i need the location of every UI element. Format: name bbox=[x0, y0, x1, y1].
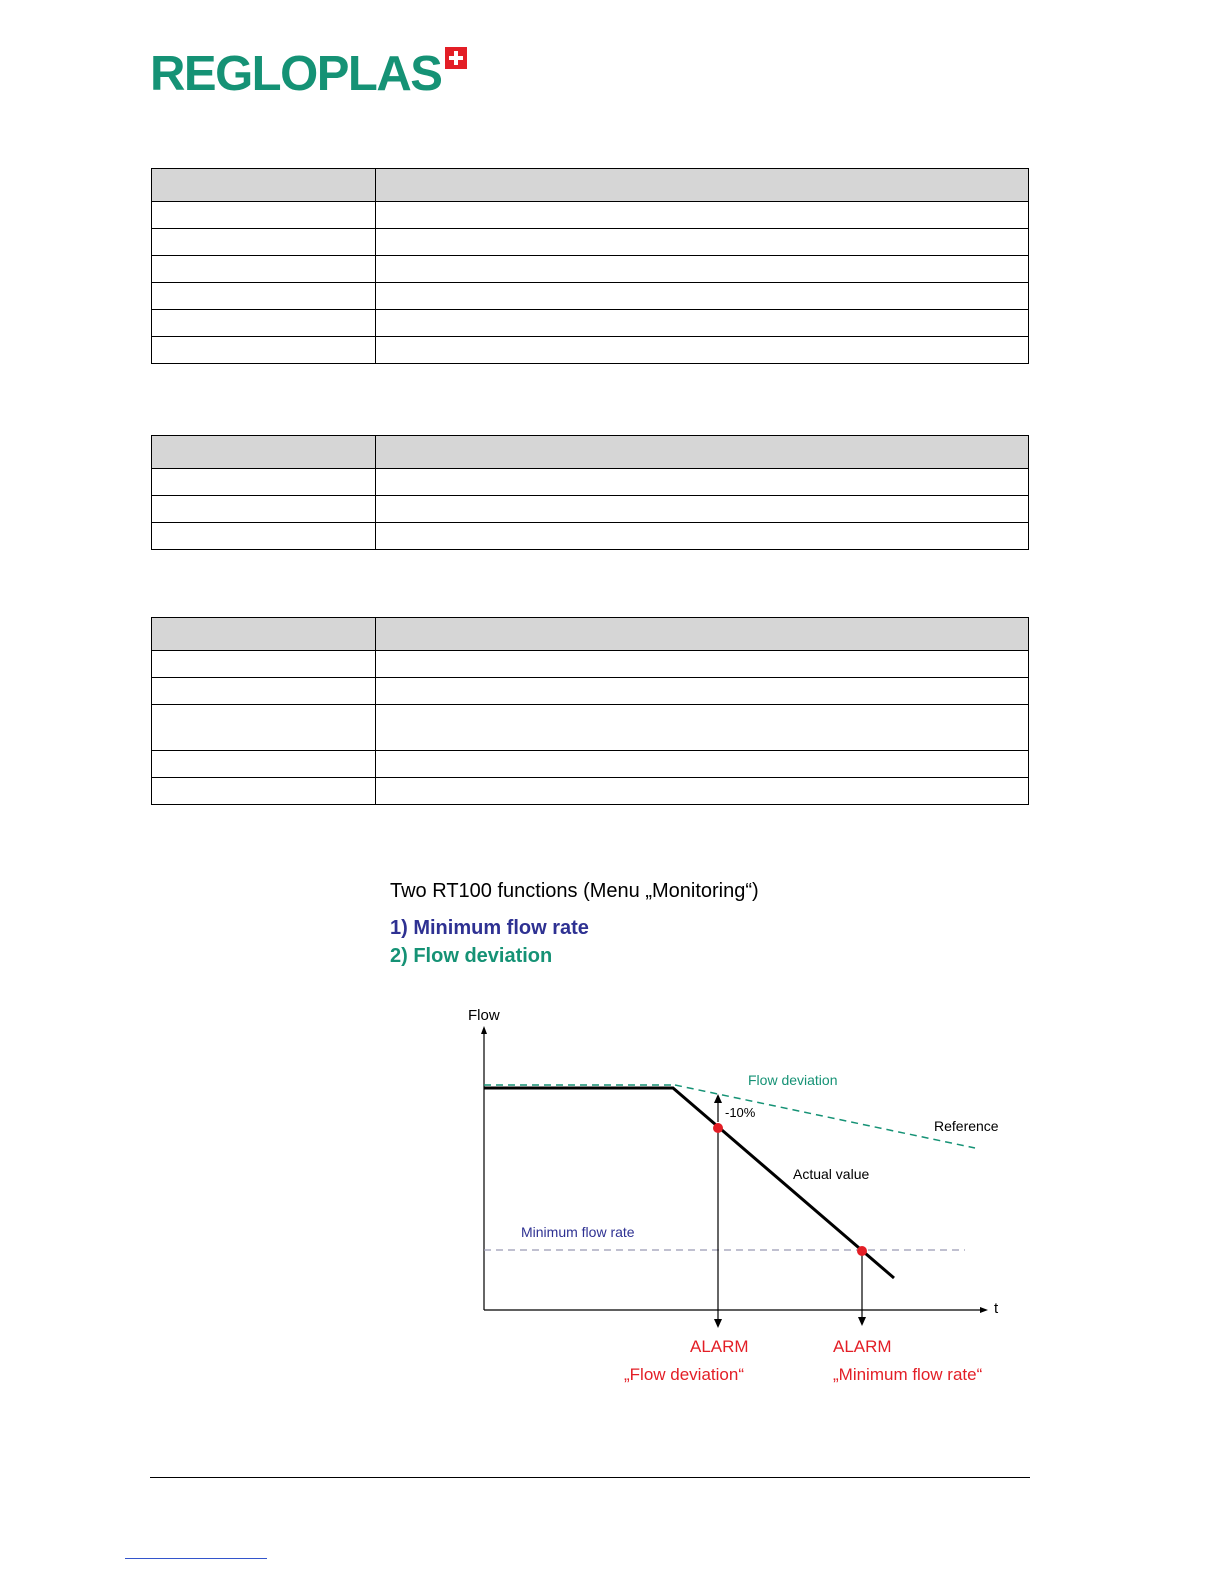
actual-value-label: Actual value bbox=[793, 1166, 870, 1182]
reference-label: Reference bbox=[934, 1118, 999, 1134]
minimum-flow-alarm-point bbox=[857, 1246, 867, 1256]
alarm1-subtitle: „Flow deviation“ bbox=[624, 1365, 744, 1384]
x-axis-label: t bbox=[994, 1300, 999, 1317]
footnote-link-rule bbox=[125, 1558, 267, 1559]
footer-rule bbox=[150, 1477, 1030, 1478]
minimum-flow-label: Minimum flow rate bbox=[521, 1224, 635, 1240]
alarm2-subtitle: „Minimum flow rate“ bbox=[833, 1365, 983, 1384]
flow-deviation-label: Flow deviation bbox=[748, 1072, 838, 1088]
brand-logo: REGLOPLAS bbox=[150, 47, 442, 101]
percent-label: -10% bbox=[725, 1105, 756, 1120]
reference-line-slope bbox=[675, 1085, 975, 1148]
alarm2-arrow bbox=[858, 1317, 866, 1326]
flow-deviation-alarm-point bbox=[713, 1123, 723, 1133]
deviation-arrow-up bbox=[714, 1094, 722, 1103]
alarm1-title: ALARM bbox=[690, 1337, 749, 1356]
figure-title: Two RT100 functions (Menu „Monitoring“) bbox=[390, 880, 759, 902]
alarm2-title: ALARM bbox=[833, 1337, 892, 1356]
figure-item-flow-deviation: 2) Flow deviation bbox=[390, 945, 553, 967]
y-axis-label: Flow bbox=[468, 1007, 500, 1024]
figure-item-minimum-flow: 1) Minimum flow rate bbox=[390, 917, 589, 939]
alarm1-arrow bbox=[714, 1319, 722, 1328]
